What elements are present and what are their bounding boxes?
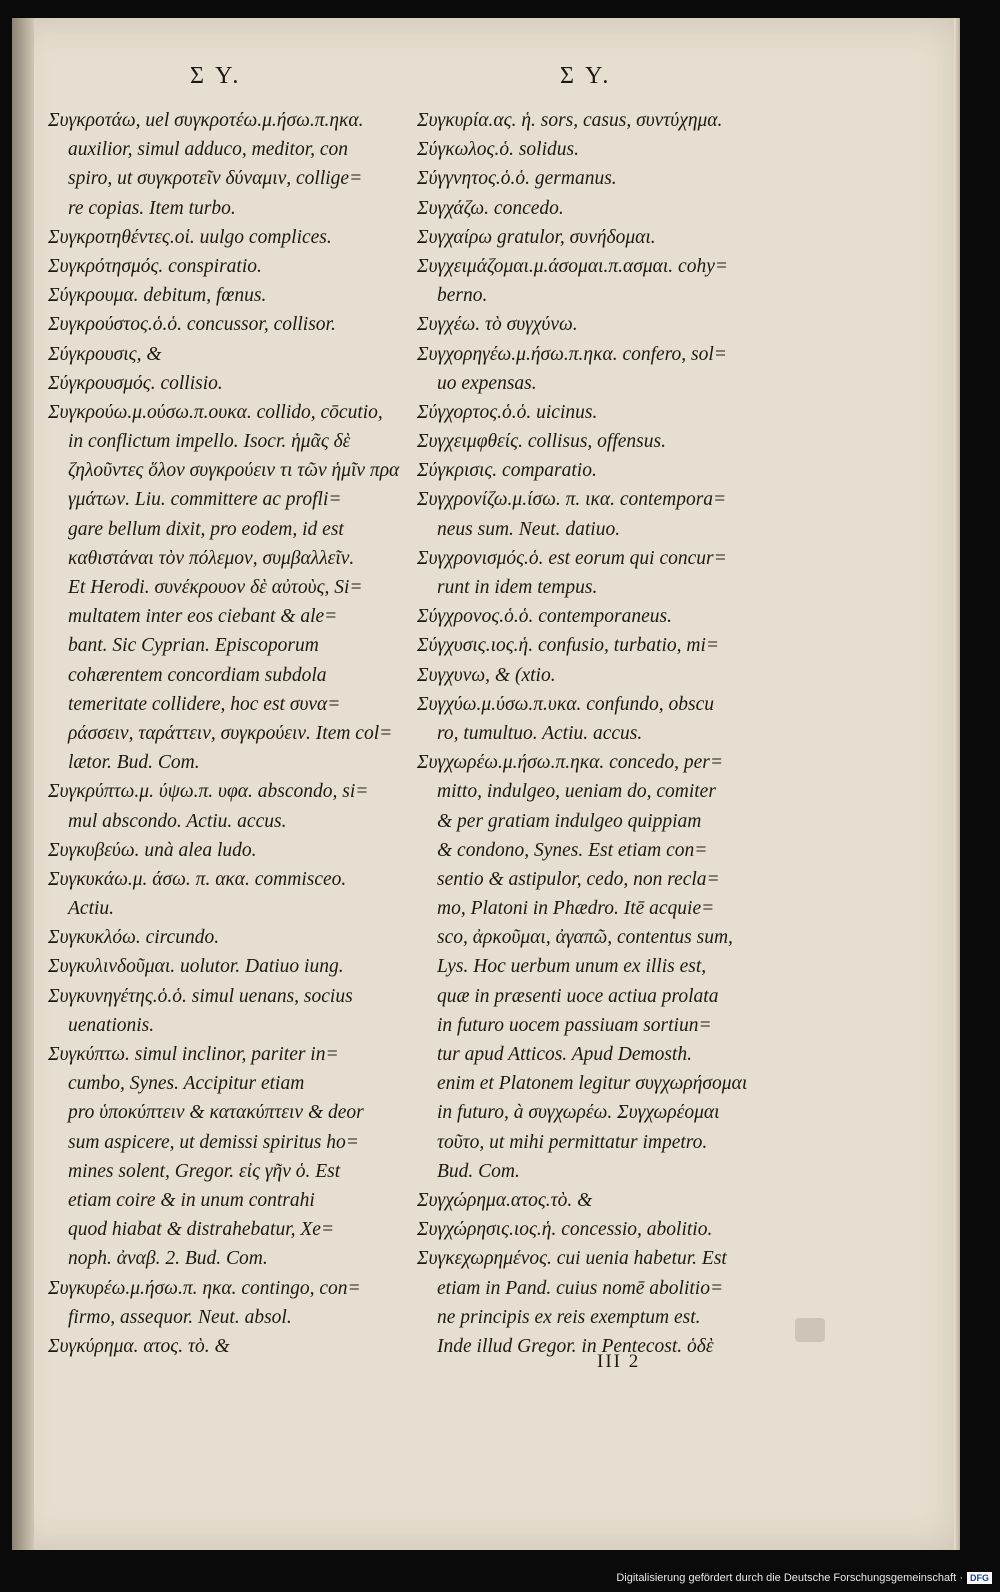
dictionary-line: Σύγχορτος.ὁ.ὁ. uicinus. <box>417 401 598 423</box>
dictionary-line: Συγχάζω. concedo. <box>417 197 564 219</box>
dictionary-line: in futuro uocem passiuam sortiun= <box>437 1014 712 1036</box>
dictionary-line: mul abscondo. Actiu. accus. <box>68 810 287 832</box>
left-column <box>48 106 408 1361</box>
dictionary-line: enim et Platonem legitur συγχωρήσομαι <box>437 1073 748 1095</box>
dictionary-line: Bud. Com. <box>437 1160 520 1182</box>
dictionary-line: Συγχορηγέω.μ.ήσω.π.ηκα. confero, sol= <box>417 343 727 365</box>
dictionary-line: τοῦτο, ut mihi permittatur impetro. <box>437 1131 708 1153</box>
dictionary-line: Συγκυνηγέτης.ὁ.ὁ. simul uenans, socius <box>48 985 353 1007</box>
dictionary-line: Συγκρότησμός. conspiratio. <box>48 255 262 277</box>
dictionary-line: Συγχυνω, & (xtio. <box>417 664 556 686</box>
dictionary-line: cohærentem concordiam subdola <box>68 664 327 686</box>
dictionary-line: Συγκεχωρημένος. cui uenia habetur. Est <box>417 1248 727 1270</box>
dictionary-line: Συγκυκάω.μ. άσω. π. ακα. commisceo. <box>48 868 347 890</box>
dictionary-line: auxilior, simul adduco, meditor, con <box>68 139 349 161</box>
dictionary-line: pro ὑποκύπτειν & κατακύπτειν & deor <box>68 1102 364 1124</box>
dictionary-line: Σύγκρουσις, & <box>48 343 162 365</box>
dictionary-line: firmo, assequor. Neut. absol. <box>68 1306 292 1328</box>
dictionary-line: Συγκροτάω, uel συγκροτέω.μ.ήσω.π.ηκα. <box>48 110 364 131</box>
dictionary-line: γμάτων. Liu. committere ac profli= <box>68 489 342 511</box>
dictionary-line: Συγκρούστος.ὁ.ὁ. concussor, collisor. <box>48 314 336 336</box>
dictionary-line: & condono, Synes. Est etiam con= <box>437 839 708 861</box>
dictionary-line: Σύγκωλος.ὁ. solidus. <box>417 139 579 161</box>
dictionary-line: multatem inter eos ciebant & ale= <box>68 606 338 628</box>
dictionary-line: Actiu. <box>68 898 115 920</box>
dictionary-line: Συγχώρημα.ατος.τὸ. & <box>417 1189 593 1211</box>
dictionary-line: Σύγγνητος.ὁ.ὁ. germanus. <box>417 168 617 190</box>
dictionary-line: mines solent, Gregor. εἰς γῆν ὁ. Est <box>68 1160 341 1182</box>
dictionary-line: etiam in Pand. cuius nomē abolitio= <box>437 1277 724 1299</box>
dictionary-line: Συγχειμφθείς. collisus, offensus. <box>417 431 666 453</box>
dictionary-line: Συγκροτηθέντες.οἱ. uulgo complices. <box>48 226 332 248</box>
dictionary-line: uenationis. <box>68 1014 155 1036</box>
right-column <box>417 106 772 1361</box>
dictionary-line: Inde illud Gregor. in Pentecost. ὁδὲ <box>437 1335 714 1357</box>
dictionary-line: Lys. Hoc uerbum unum ex illis est, <box>437 956 707 978</box>
dictionary-line: Συγκυρέω.μ.ήσω.π. ηκα. contingo, con= <box>48 1277 361 1299</box>
dfg-logo: DFG <box>967 1572 992 1584</box>
dictionary-line: Συγκυρία.ας. ἡ. sors, casus, συντύχημα. <box>417 110 723 131</box>
page-gutter-shadow <box>12 18 34 1550</box>
dictionary-line: & per gratiam indulgeo quippiam <box>437 810 702 832</box>
dictionary-line: noph. ἀναβ. 2. Bud. Com. <box>68 1248 268 1270</box>
digitization-credit <box>616 1572 992 1584</box>
dictionary-line: bant. Sic Cyprian. Episcoporum <box>68 635 319 657</box>
signature-mark: III 2 <box>597 1351 641 1372</box>
dictionary-line: quod hiabat & distrahebatur, Xe= <box>68 1219 335 1241</box>
dictionary-line: tur apud Atticos. Apud Demosth. <box>437 1044 692 1065</box>
dictionary-line: in futuro, à συγχωρέω. Συγχωρέομαι <box>437 1102 720 1124</box>
dictionary-line: mo, Platoni in Phædro. Itē acquie= <box>437 898 715 920</box>
library-stamp-mark <box>795 1318 825 1342</box>
dictionary-line: ne principis ex reis exemptum est. <box>437 1306 701 1328</box>
dictionary-line: Συγχέω. τὸ συγχύνω. <box>417 314 578 336</box>
dictionary-line: Συγκύπτω. simul inclinor, pariter in= <box>48 1044 339 1065</box>
dictionary-line: Συγκυκλόω. circundo. <box>48 927 220 949</box>
dictionary-line: cumbo, Synes. Accipitur etiam <box>68 1073 305 1095</box>
dictionary-line: Σύγκρισις. comparatio. <box>417 460 597 482</box>
dictionary-line: Συγχειμάζομαι.μ.άσομαι.π.ασμαι. cohy= <box>417 255 729 277</box>
dictionary-line: mitto, indulgeo, ueniam do, comiter <box>437 781 716 803</box>
dictionary-line: temeritate collidere, hoc est συνα= <box>68 693 341 715</box>
dictionary-line: Συγκυβεύω. unà alea ludo. <box>48 839 257 861</box>
dictionary-line: Συγχαίρω gratulor, συνήδομαι. <box>417 226 656 248</box>
dictionary-line: Συγκρούω.μ.ούσω.π.ουκα. collido, cōcutio, <box>48 401 383 423</box>
dictionary-line: ζηλοῦντες ὅλον συγκρούειν τι τῶν ἡμῖν πρα <box>68 460 400 482</box>
dictionary-line: lætor. Bud. Com. <box>68 752 200 774</box>
dictionary-line: neus sum. Neut. datiuo. <box>437 518 621 540</box>
dictionary-line: sum aspicere, ut demissi spiritus ho= <box>68 1131 359 1153</box>
dictionary-line: Συγχώρησις.ιος.ἡ. concessio, abolitio. <box>417 1219 713 1241</box>
dictionary-line: Συγχρονίζω.μ.ίσω. π. ικα. contempora= <box>417 489 727 511</box>
dictionary-line: sentio & astipulor, cedo, non recla= <box>437 868 720 890</box>
running-header-left: Σ Υ. <box>190 63 242 89</box>
dictionary-line: Σύγκρουμα. debitum, fœnus. <box>48 285 267 307</box>
dictionary-line: Συγχύω.μ.ύσω.π.υκα. confundo, obscu <box>417 693 715 715</box>
dictionary-line: uo expensas. <box>437 372 537 394</box>
dictionary-line: Σύγκρουσμός. collisio. <box>48 372 223 394</box>
book-page <box>12 18 960 1550</box>
dictionary-line: berno. <box>437 285 488 307</box>
dictionary-line: etiam coire & in unum contrahi <box>68 1189 315 1211</box>
dictionary-line: quæ in præsenti uoce actiua prolata <box>437 985 719 1007</box>
running-header-right: Σ Υ. <box>560 63 612 89</box>
dictionary-line: Σύγχυσις.ιος.ἡ. confusio, turbatio, mi= <box>417 635 720 657</box>
dictionary-line: runt in idem tempus. <box>437 577 598 598</box>
dictionary-line: καθιστάναι τὸν πόλεμον, συμβαλλεῖν. <box>68 547 355 569</box>
dictionary-line: gare bellum dixit, pro eodem, id est <box>68 518 344 540</box>
dictionary-line: ράσσειν, ταράττειν, συγκρούειν. Item col= <box>68 722 393 744</box>
dictionary-line: sco, ἀρκοῦμαι, ἀγαπῶ, contentus sum, <box>437 927 733 949</box>
dictionary-line: Συγκύρημα. ατος. τὸ. & <box>48 1335 230 1357</box>
dictionary-line: re copias. Item turbo. <box>68 197 236 219</box>
dictionary-line: Et Herodi. συνέκρουον δὲ αὐτοὺς, Si= <box>68 577 363 598</box>
credit-text: Digitalisierung gefördert durch die Deutsche Forschungsgemeinschaft · <box>616 1572 963 1584</box>
dictionary-line: Συγχωρέω.μ.ήσω.π.ηκα. concedo, per= <box>417 752 723 774</box>
dictionary-line: ro, tumultuo. Actiu. accus. <box>437 722 643 744</box>
page-edge <box>954 18 960 1550</box>
dictionary-line: spiro, ut συγκροτεῖν δύναμιν, collige= <box>68 168 363 190</box>
dictionary-line: Συγχρονισμός.ὁ. est eorum qui concur= <box>417 547 727 569</box>
dictionary-line: in conflictum impello. Isocr. ἡμᾶς δὲ <box>68 431 351 453</box>
dictionary-line: Συγκρύπτω.μ. ύψω.π. υφα. abscondo, si= <box>48 781 369 803</box>
dictionary-line: Συγκυλινδοῦμαι. uolutor. Datiuo iung. <box>48 956 344 978</box>
dictionary-line: Σύγχρονος.ὁ.ὁ. contemporaneus. <box>417 606 672 628</box>
